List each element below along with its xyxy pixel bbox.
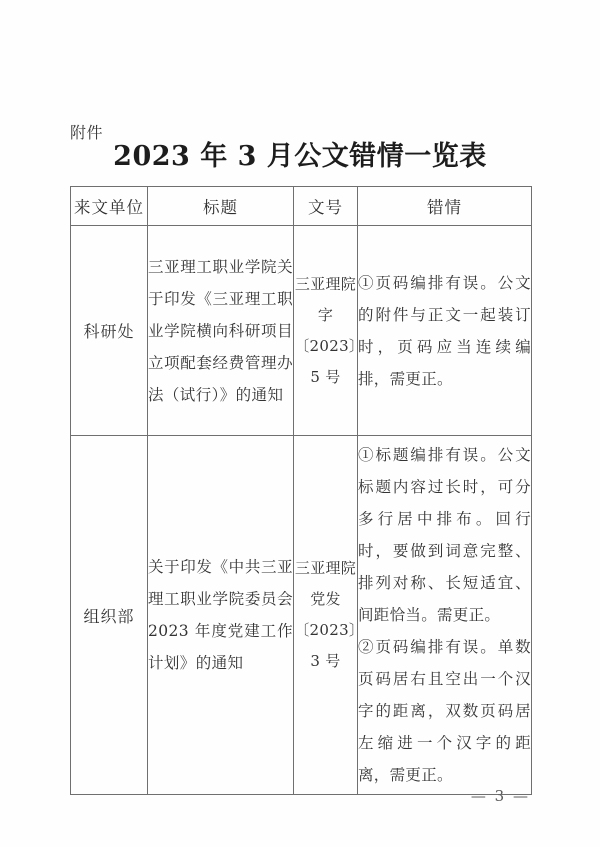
issue-item: ①页码编排有误。公文的附件与正文一起装订时，页码应当连续编排，需更正。: [358, 273, 531, 388]
page-title: 2023 年 3 月公文错情一览表: [113, 141, 487, 172]
column-header-title: 标题: [148, 187, 294, 226]
column-header-unit: 来文单位: [71, 187, 148, 226]
table-row: [71, 226, 532, 436]
issue-item: ①标题编排有误。公文标题内容过长时，可分多行居中排布。回行时，要做到词意完整、排列对称、长短适宜、间距恰当。需更正。: [358, 446, 531, 624]
table-body: [71, 226, 532, 795]
table-header: [71, 187, 532, 226]
error-summary-table: [70, 186, 532, 795]
issue-item: ②页码编排有误。单数页码居右且空出一个汉字的距离，双数页码居左缩进一个汉字的距离，需更正。: [358, 638, 531, 784]
cell-title: 关于印发《中共三亚理工职业学院委员会 2023 年度党建工作计划》的通知: [148, 436, 294, 795]
column-header-doc-number: 文号: [294, 187, 358, 226]
page-number: — 3 —: [470, 787, 530, 805]
cell-title: 三亚理工职业学院关于印发《三亚理工职业学院横向科研项目立项配套经费管理办法（试行）》的通知: [148, 226, 294, 436]
column-header-issue: 错情: [358, 187, 532, 226]
cell-issue: [358, 436, 532, 795]
cell-unit: 组织部: [71, 436, 148, 795]
table-row: [71, 436, 532, 795]
cell-doc-number: 三亚理院字〔2023〕5 号: [294, 226, 358, 436]
table-header-row: [71, 187, 532, 226]
attachment-label: 附件: [70, 123, 104, 142]
cell-issue: [358, 226, 532, 436]
cell-unit: 科研处: [71, 226, 148, 436]
cell-doc-number: 三亚理院党发〔2023〕3 号: [294, 436, 358, 795]
